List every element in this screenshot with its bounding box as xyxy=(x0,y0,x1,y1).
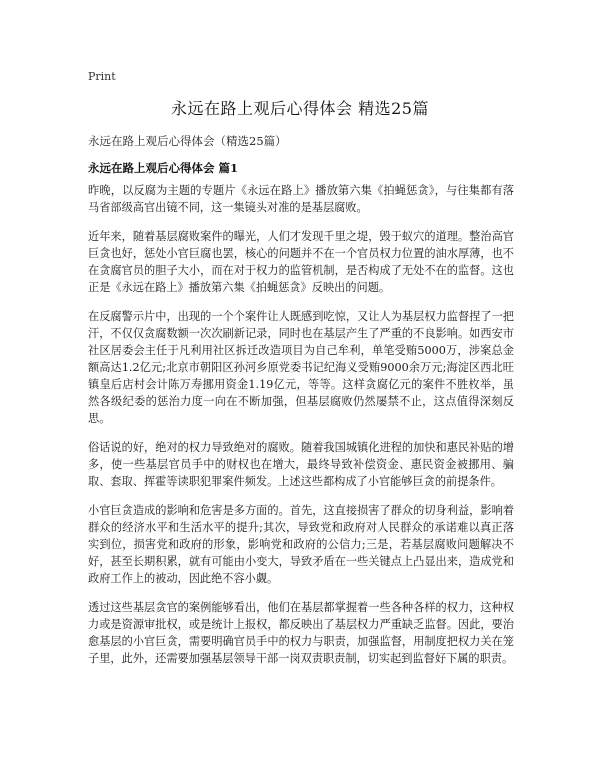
section-heading: 永远在路上观后心得体会 篇1 xyxy=(88,161,239,175)
paragraph-5: 小官巨贪造成的影响和危害是多方面的。首先，这直接损害了群众的切身利益，影响着群众的经济水平和生活水平的提升;其次，导致党和政府对人民群众的承诺难以真正落实到位，损害党和政府的形象，影响党和政府的公信力;三是，若基层腐败问题解决不好，甚至长期积累，就有可能由小变大，导致矛盾在一些关键点上凸显出来，造成党和政府工作上的被动，因此绝不容小觑。 xyxy=(88,504,514,585)
page-title: 永远在路上观后心得体会 精选25篇 xyxy=(171,99,429,118)
print-label[interactable]: Print xyxy=(88,70,116,83)
paragraph-1: 昨晚，以反腐为主题的专题片《永远在路上》播放第六集《拍蝇惩贪》，与往集都有落马省部级高官出镜不同，这一集镜头对准的是基层腐败。 xyxy=(88,184,514,214)
paragraph-2: 近年来，随着基层腐败案件的曝光，人们才发现千里之堤，毁于蚁穴的道理。整治高官巨贪也好，惩处小官巨腐也罢，核心的问题并不在一个官员权力位置的油水厚薄，也不在贪腐官员的胆子大小，而在对于权力的监管机制，是否构成了无处不在的监督。这也正是《永远在路上》播放第六集《拍蝇惩贪》反映出的问题。 xyxy=(88,230,514,294)
document-subtitle: 永远在路上观后心得体会（精选25篇） xyxy=(88,134,287,148)
paragraph-4: 俗话说的好，绝对的权力导致绝对的腐败。随着我国城镇化进程的加快和惠民补贴的增多，使一些基层官员手中的财权也在增大，最终导致补偿资金、惠民资金被挪用、骗取、套取、挥霍等读职犯罪案件频发。上述这些都构成了小官能够巨贪的前提条件。 xyxy=(88,441,514,488)
document-body xyxy=(88,182,514,679)
paragraph-3: 在反腐警示片中，出现的一个个案件让人既感到吃惊，又让人为基层权力监督捏了一把汗，不仅仅贪腐数额一次次刷新记录，同时也在基层产生了严重的不良影响。如西安市社区居委会主任于凡利用社区拆迁改造项目为自己牟利，单笔受贿5000万，涉案总金额高达1.2亿元;北京市朝阳区孙河乡原党委书记纪海义受贿9000余万元;海淀区西北旺镇皇后店村会计陈万寿挪用资金1.19亿元，等等。这样贪腐亿元的案件不胜枚举，虽然各级纪委的惩治力度一向在不断加强，但基层腐败仍然屡禁不止，这点值得深刻反思。 xyxy=(88,310,514,425)
paragraph-6: 透过这些基层贪官的案例能够看出，他们在基层都掌握着一些各种各样的权力，这种权力或是资源审批权，或是统计上报权，都反映出了基层权力严重缺乏监督。因此，要治愈基层的小官巨贪，需要明确官员手中的权力与职责，加强监督，用制度把权力关在笼子里，此外，还需要加强基层领导干部一岗双责职责制，切实起到监督好下属的职责。 xyxy=(88,601,514,665)
